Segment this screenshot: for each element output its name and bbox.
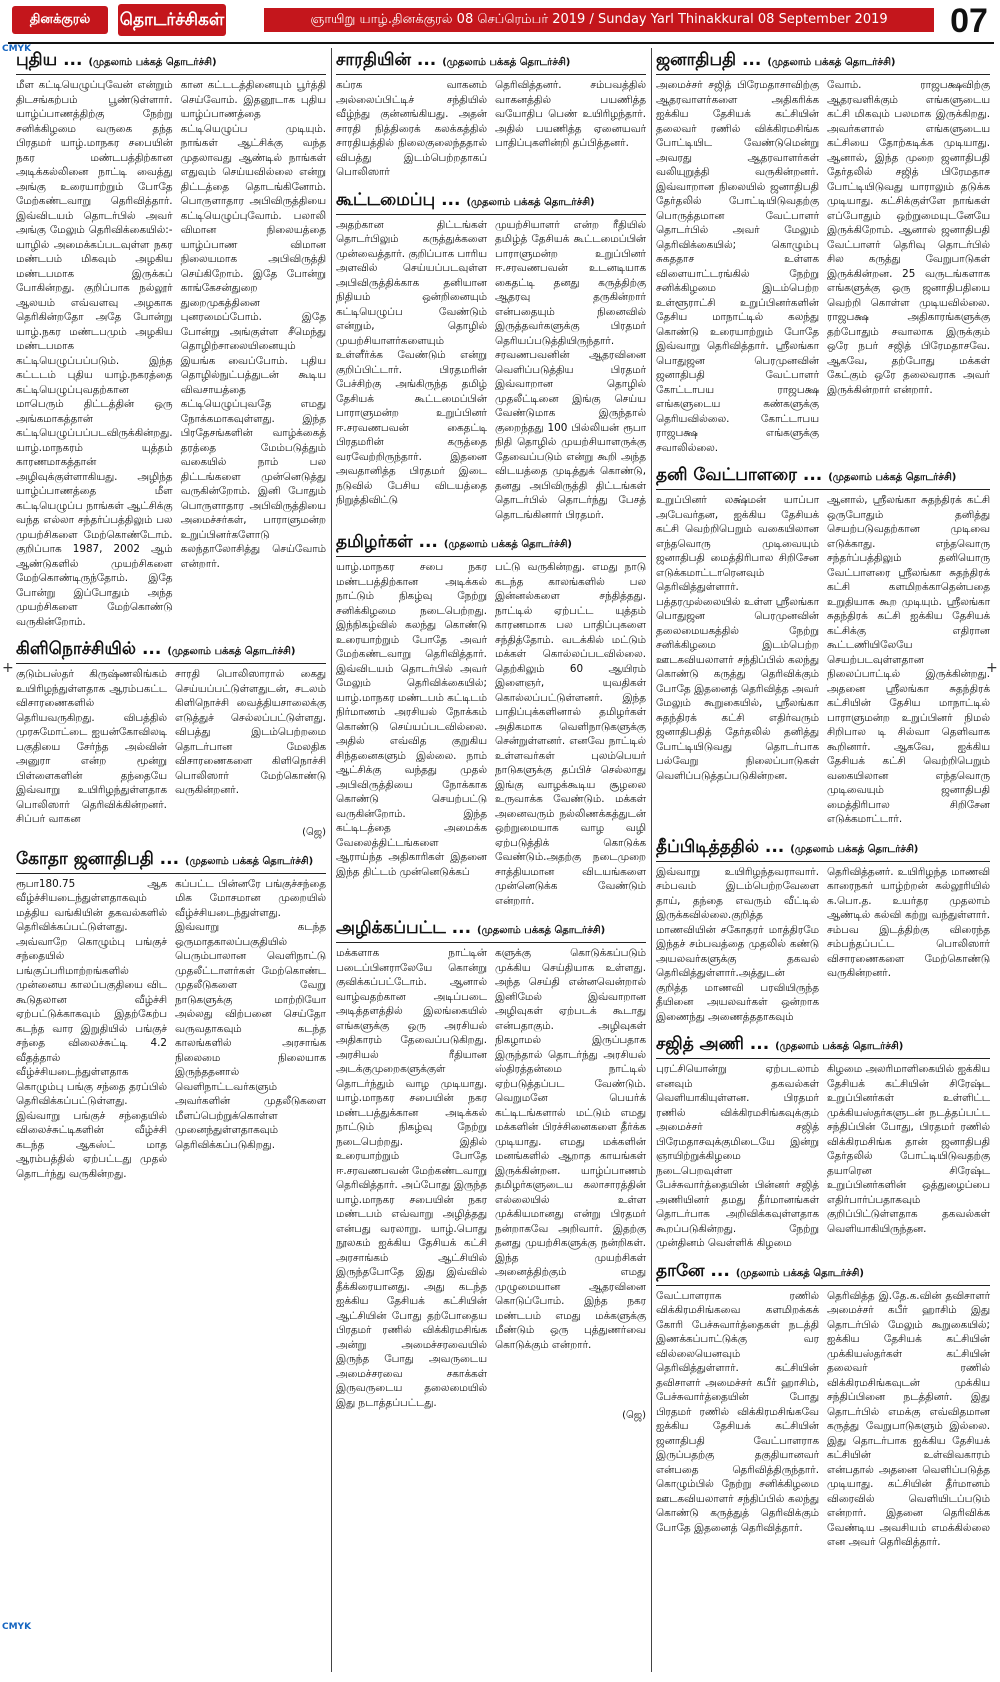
article-text-right: ஆனால், ஸ்ரீலங்கா சுதந்திரக் கட்சி ஒருபோதும் தனித்து செயற்படுவதற்கான முடிவை எடுக்காது. எந்தவொரு சந்தர்ப்பத்திலும் தனியொரு வேட்பாளரை ஸ்ரீலங்கா சுதந்திரக் கட்சி களமிறக்காதென்பதை உறுதியாக கூற முடியும். ஸ்ரீலங்கா சுதந்திரக் கட்சி ஐக்கிய தேசியக் கட்சிக்கு எதிரான கூட்டணியிலேயே செயற்படவுள்ளதான நிலைப்பாட்டில் இருக்கின்றது. அதனை ஸ்ரீலங்கா சுதந்திரக் கட்சியின் தேசிய மாநாட்டில் பாராளுமன்ற உறுப்பினர் நிமல் சிறிபால டி சில்வா தெளிவாக கூறினார். ஆகவே, ஐக்கிய தேசியக் கட்சி வெற்றிபெறும் வகையிலான எந்தவொரு முடிவையும் ஜனாதிபதி மைத்திரிபால சிறிசேன எடுக்கமாட்டார். — [827, 494, 990, 825]
article-body — [656, 1289, 990, 1550]
dateline: ஞாயிறு யாழ்.தினக்குரல் 08 செப்ரெம்பர் 2019 / Sunday Yarl Thinakkural 08 September 2019 — [264, 8, 934, 32]
article-text-right: கிழமை அலரிமாளிகையில் ஐக்கிய தேசியக் கட்சியின் சிரேஷ்ட உறுப்பினர்கள் உள்ளிட்ட முக்கியஸ்தர்களுடன் நடத்தப்பட்ட சந்திப்பின் போது, பிரதமர் ரணில் விக்கிரமசிங்க தான் ஜனாதிபதி தேர்தலில் போட்டியிடுவதற்கு தயாரென சிரேஷ்ட உறுப்பினர்களின் ஒத்துழைப்பை எதிர்பார்ப்பதாகவும் குறிப்பிட்டுள்ளதாக தகவல்கள் வெளியாகியிருந்தன. — [827, 1063, 990, 1235]
article-text-right: கப்பட்ட பின்னரே பங்குச்சந்தை மிக மோசமான முறையில் வீழ்ச்சியடைந்துள்ளது. இவ்வாறு கடந்த ஒருமாதகாலப்பகுதியில் பெரும்பாலான வெளிநாட்டு முதலீட்டாளர்கள் மேற்கொண்ட முதலீடுகளை வேறு நாடுகளுக்கு மாற்றியோ அல்லது விற்பனை செய்தோ வருவதாகவும் கடந்த காலங்களில் அரசாங்க நிலைமை நிலையாக இருந்ததனால் வெளிநாட்டவர்களும் அவர்களின் முதலீடுகளை மீளப்பெற்றுக்கொள்ள முனைந்துள்ளதாகவும் தெரிவிக்கப்படுகிறது. — [175, 877, 326, 1151]
article-header — [16, 847, 326, 874]
article-header — [16, 637, 326, 664]
article-text-left: குடும்பஸ்தர் கிருஷ்ணலிங்கம் உயிரிழந்துள்ளதாக ஆரம்பகட்ட விசாரணைகளில் தெரியவருகிறது. விபத்தில் முரசுமோட்டை ஐயன்கோவிலடி பகுதியை சேர்ந்த அல்வின் அனுரா என்ற மூன்று பிள்ளைகளின் தந்தையே இவ்வாறு உயிரிழந்துள்ளதாக பொலிஸார் தெரிவிக்கின்றனர். சிப்பர் வாகன — [16, 668, 167, 825]
article-header — [656, 1032, 990, 1059]
continuation-label: (முதலாம் பக்கத் தொடர்ச்சி) — [767, 57, 896, 68]
article-body — [16, 667, 326, 827]
article-title: தமிழர்கள் ... — [336, 532, 438, 552]
newspaper-logo: தினக்குரல் — [12, 6, 108, 34]
article-text-left: மீள கட்டியெழுப்புவேன் என்றும் திடசங்கற்பம் பூண்டுள்ளார். யாழ்ப்பாணத்திற்கு நேற்று சனிக்கிழமை வருகை தந்த பிரதமர் யாழ்.மாநகர சபையின் நகர மண்டபத்திற்கான அடிக்கல்லினை நாட்டி வைத்து அங்கு உரையாற்றும் போதே மேற்கண்டவாறு தெரிவித்தார். இவ்விடயம் தொடர்பில் அவர் அங்கு மேலும் தெரிவிக்கையில்:- யாழில் அமைக்கப்படவுள்ள நகர மண்டபம் மிகவும் அழகிய மண்டபமாக இருக்கப் போகின்றது. குறிப்பாக நல்லூர் ஆலயம் எவ்வளவு அழகாக தெரிகின்றதோ அதே போன்று யாழ்.நகர மண்டபமும் அழகிய மண்டபமாக கட்டியெழுப்பப்படும். இந்த கட்டடம் புதிய யாழ்.நகரத்தை கட்டியெழுப்புவதற்கான மாபெரும் திட்டத்தின் ஒரு அங்கமாகத்தான் கட்டியெழுப்பப்படவிருக்கின்றது. யாழ்.மாநகரம் யுத்தம் காரணமாகத்தான் அழிவுக்குள்ளாகியது. அழிந்த யாழ்ப்பாணத்தை மீள கட்டியெழுப்ப நாங்கள் ஆட்சிக்கு வந்த எல்லா சந்தர்ப்பத்திலும் பல முயற்சிகளை மேற்கொண்டோம். குறிப்பாக 1987, 2002 ஆம் ஆண்டுகளில் முயற்சிகளை மேற்கொண்டிருந்தோம். இதே போன்று இப்போதும் அந்த முயற்சிகளை மேற்கொண்டு வருகின்றோம். — [16, 79, 173, 628]
article — [16, 637, 326, 839]
column-3 — [656, 48, 990, 1672]
continuation-label: (முதலாம் பக்கத் தொடர்ச்சி) — [167, 646, 296, 657]
continuation-label: (முதலாம் பக்கத் தொடர்ச்சி) — [477, 925, 606, 936]
article-body — [336, 560, 646, 908]
article-body — [336, 218, 646, 523]
article — [16, 48, 326, 629]
article — [16, 847, 326, 1182]
article-header — [656, 835, 990, 862]
column-divider — [331, 48, 332, 1672]
article-text-right: வோம். ராஜபக்ஷவிற்கு ஆதரவளிக்கும் எங்களுடைய கட்சி மிகவும் பலமாக இருக்கிறது. அவர்களால் எங்களுடைய கட்சியை தோற்கடிக்க முடியாது. ஆனால், இந்த முறை ஜனாதிபதி தேர்தலில் சஜித் பிரேமதாச போட்டியிடுவது யாராலும் தடுக்க முடியாது. கட்சிக்குள்ளே நாங்கள் எப்போதும் ஒற்றுமையுடனேயே இருக்கிறோம். ஆனால் ஜனாதிபதி வேட்பாளர் தெரிவு தொடர்பில் சில கருத்து வேறுபாடுகள் இருக்கின்றன. 25 வருடங்களாக எங்களுக்கு ஒரு ஜனாதிபதியை வெற்றி கொள்ள முடியவில்லை. ராஜபக்ஷ அதிகாரங்களுக்கு தற்போதும் சவாலாக இருக்கும் ஒரே நபர் சஜித் பிரேமதாசவே. ஆகவே, தற்போது மக்கள் கேட்கும் ஒரே தலைவராக அவர் இருக்கின்றார் என்றார். — [827, 79, 990, 396]
continuation-label: (முதலாம் பக்கத் தொடர்ச்சி) — [185, 855, 314, 867]
article-title: சஜித் அணி ... — [656, 1034, 770, 1054]
article-text-left: யாழ்.மாநகர சபை நகர மண்டபத்திற்கான அடிக்கல் நாட்டும் நிகழ்வு நேற்று சனிக்கிழமை நடைபெற்றது. இந்நிகழ்வில் கலந்து கொண்டு உரையாற்றும் போதே அவர் மேற்கண்டவாறு தெரிவித்தார். இவ்விடயம் தொடர்பில் அவர் மேலும் தெரிவிக்கையில்; யாழ்.மாநகர மண்டபம் கட்டிடம் நிர்மாணம் அரசியல் நோக்கம் கொண்டு செய்யப்படவில்லை. அதில் எவ்வித குறுகிய சிந்தனைகளும் இல்லை. நாம் ஆட்சிக்கு வந்தது முதல் அபிவிருத்தியை நோக்காக கொண்டு செயற்பட்டு வருகின்றோம். இந்த கட்டிடத்தை அமைக்க வேலைத்திட்டங்களை ஆராய்ந்த அதிகாரிகள் இதனை இந்த திட்டம் முன்னெடுக்கப் — [336, 561, 487, 878]
article-text-left: இவ்வாறு உயிரிழந்தவராவார். சம்பவம் இடம்பெற்றவேளை தாய், தந்தை எவரும் வீட்டில் இருக்கவில்லை.குறித்த மாணவியின் சகோதரர் மாத்திரமே இந்தச் சம்பவத்தை முதலில் கண்டு அயலவர்களுக்கு தகவல் தெரிவித்துள்ளார்.அத்துடன் குறித்த மாணவி பரவியிருந்த தீயினை அயலவர்கள் ஒன்றாக இணைந்து அணைத்ததாகவும் — [656, 865, 819, 1023]
column-2 — [336, 48, 646, 1672]
section-title: தொடர்ச்சிகள் — [118, 4, 226, 36]
article-body — [656, 1062, 990, 1251]
article-body — [16, 877, 326, 1182]
article-header — [656, 1259, 990, 1286]
column-divider — [651, 48, 652, 1672]
article — [336, 916, 646, 1422]
article-text-right: களுக்கு கொடுக்கப்படும் முக்கிய செய்தியாக உள்ளது. அந்த செய்தி என்னவென்றால் இனிமேல் இவ்வாறான அழிவுகள் ஏற்படக் கூடாது என்பதாகும். அழிவுகள் நிகழாமல் இருப்பதாக இருந்தால் தொடர்ந்து அரசியல் ஸ்திரத்தன்மை நாட்டில் ஏற்படுத்தப்பட வேண்டும். வெறுமனே பெயர்க் கட்டிடங்களால் மட்டும் எமது மக்களின் பிரச்சினைகளை தீர்க்க முடியாது. எமது மக்களின் மனங்களில் ஆறாத காயங்கள் இருக்கின்றன. யாழ்ப்பாணம் தமிழர்களுடைய கலாசாரத்தின் எல்லையில் உள்ள முக்கியமானது என்று பிரதமர் நன்றாகவே அறிவார். இதற்கு தனது முயற்சிகளுக்கு நன்றிகள். இந்த முயற்சிகள் அனைத்திற்கும் எமது முழுமையான ஆதரவினை கொடுப்போம். இந்த நகர மண்டபம் எமது மக்களுக்கு மீண்டும் ஒரு புத்துணர்வை கொடுக்கும் என்றார். — [495, 947, 646, 1351]
article — [336, 48, 646, 180]
article-body — [16, 78, 326, 629]
article-body — [336, 946, 646, 1410]
article-text-right: தெரிவித்தனர். உயிரிழந்த மாணவி காரைநகர் யாழ்ற்றன் கல்லூரியில் க.பொ.த. உயர்தர முதலாம் ஆண்டில் கல்வி கற்று வந்துள்ளார். சம்பவ இடத்திற்கு விரைந்த சம்பந்தப்பட்ட பொலிஸார் விசாரணைகளை மேற்கொண்டு வருகின்றனர். — [827, 865, 990, 979]
article-title: தானே ... — [656, 1260, 730, 1281]
header-rule — [8, 42, 994, 44]
page-header — [0, 0, 1000, 44]
continuation-label: (முதலாம் பக்கத் தொடர்ச்சி) — [442, 57, 571, 68]
continuation-label: (முதலாம் பக்கத் தொடர்ச்சி) — [443, 539, 573, 550]
article-text-left: புரட்சியொன்று ஏற்படலாம் எனவும் தகவல்கள் வெளியாகியுள்ளன. பிரதமர் ரணில் விக்கிரமசிங்கவுக்கும் அமைச்சர் சஜித் பிரேமதாசவுக்குமிடையே இன்று ஞாயிற்றுக்கிழமை நடைபெறவுள்ள பேச்சுவார்த்தையின் பின்னர் சஜித் அணியினர் தமது தீர்மானங்கள் தொடர்பாக அறிவிக்கவுள்ளதாக கூறப்படுகின்றது. நேற்று முன்தினம் வெள்ளிக் கிழமை — [656, 1063, 819, 1249]
byline: (ஜெ) — [302, 826, 326, 838]
article-header — [336, 188, 646, 215]
article-text-left: கப்ரக வாகனம் அல்லைப்பிட்டிச் சந்தியில் வீழ்ந்து குன்னங்கியது. அதன் சாரதி நித்திரைக் கலக்கத்தில் சாரதியத்தில் நிலைகுலைந்ததால் விபத்து இடம்பெற்றதாகப் பொலிஸார் — [336, 79, 487, 178]
article — [336, 530, 646, 908]
article-header — [336, 916, 646, 943]
article-body — [656, 865, 990, 1025]
article-text-left: மக்களாக நாட்டின் படைப்பினராலேயே கொன்று குவிக்கப்பட்டோம். ஆனால் வாழ்வதற்கான அடிப்படை அடித்தளத்தில் இலங்கையில் எங்களுக்கு ஒரு அரசியல் அதிகாரம் தேவைப்படுகிறது. அரசியல் ரீதியான அடக்குமுறைகளுக்குள் தொடர்ந்தும் வாழ முடியாது. யாழ்.மாநகர சபையின் நகர மண்டபத்துக்கான அடிக்கல் நாட்டும் நிகழ்வு நேற்று நடைபெற்றது. இதில் உரையாற்றும் போதே ஈ.சரவணபவன் மேற்கண்டவாறு தெரிவித்தார். அப்போது இருந்த யாழ்.மாநகர சபையின் நகர மண்டபம் எவ்வாறு அழித்தது என்பது வரலாறு. யாழ்.பொது நூலகம் ஐக்கிய தேசியக் கட்சி அரசாங்கம் ஆட்சியில் இருந்தபோதே இது இவ்வில் தீக்கிரையானது. அது கடந்த ஐக்கிய தேசியக் கட்சியின் ஆட்சியின் போது தற்போதைய பிரதமர் ரணில் விக்கிரமசிங்க அன்று அமைச்சரவையில் இருந்த போது அவருடைய அமைச்சரவை சகாக்கள் இருவருடைய தலைமையில் இது நடாத்தப்பட்டது. — [336, 947, 487, 1409]
article-text-right: முயற்சியாளர் என்ற ரீதியில் தமிழ்த் தேசியக் கூட்டமைப்பின் பாராளுமன்ற உறுப்பினர் ஈ.சரவணபவன் உடனடியாக கைதட்டி தனது கருத்திற்கு ஆதரவு தருகின்றார் என்பதையும் நினைவில் இருத்தவர்களுக்கு பிரதமர் தெரியப்படுத்தியிருந்தார். சரவணபவனின் ஆதரவினை வெளிப்படுத்திய பிரதமர் இவ்வாறான தொழில் முதலீட்டினை இங்கு செய்ய வேண்டுமாக இருந்தால் குறைந்தது 100 பில்லியன் ரூபா நிதி தொழில் முயற்சியாளருக்கு தேவைப்படும் என்று கூறி அந்த விடயத்தை முடித்துக் கொண்டு, தனது அபிவிருத்தி திட்டங்கள் தொடர்பில் தொடர்ந்து பேசத் தொடங்கினார் பிரதமர். — [495, 218, 646, 521]
article-text-right: சாரதி பொலிஸாரால் கைது செய்யப்பட்டுள்ளதுடன், சடலம் கிளிநொச்சி வைத்தியசாலைக்கு எடுத்துச் செல்லப்பட்டுள்ளது. விபத்து இடம்பெற்றமை தொடர்பான மேலதிக விசாரணைகளை கிளிநொச்சி பொலிஸார் மேற்கொண்டு வருகின்றனர். — [175, 668, 326, 796]
article-body — [336, 78, 646, 180]
column-1 — [16, 48, 326, 1672]
article-text-left: அதற்கான திட்டங்கள் தொடர்பிலும் கருத்துக்களை முன்வைத்தார். குறிப்பாக பாரிய அளவில் செய்யப்படவுள்ள அபிவிருத்திக்காக தனியான நிதியம் ஒன்றினையும் கட்டியெழுப்ப வேண்டும் என்றும், தொழில் முயற்சியாளர்களையும் உள்ளீர்க்க வேண்டும் என்று குறிப்பிட்டார். பிரதமரின் பேச்சிற்கு அங்கிருந்த தமிழ் தேசியக் கூட்டமைப்பின் பாராளுமன்ற உறுப்பினர் ஈ.சரவணபவன் கைதட்டி பிரதமரின் கருத்தை வரவேற்றிருந்தார். இதனை அவதானித்த பிரதமர் இடை நடுவில் பேசிய விடயத்தை நிறுத்திவிட்டு — [336, 218, 487, 506]
continuation-label: (முதலாம் பக்கத் தொடர்ச்சி) — [88, 57, 217, 68]
article — [656, 835, 990, 1025]
article-header — [16, 48, 326, 75]
article-title: கோதா ஜனாதிபதி ... — [16, 848, 180, 869]
article — [656, 48, 990, 455]
article — [656, 463, 990, 827]
article-title: ஜனாதிபதி ... — [656, 50, 762, 70]
article — [336, 188, 646, 523]
registration-mark: + — [2, 660, 14, 676]
cmyk-mark-bottom: CMYK — [2, 1622, 32, 1632]
article-body — [656, 493, 990, 827]
article-header — [336, 48, 646, 75]
registration-mark: + — [986, 660, 998, 676]
article-text-left: ரூபா180.75 ஆக வீழ்ச்சியடைந்துள்ளதாகவும் மத்திய வங்கியின் தகவல்களில் தெரிவிக்கப்பட்டுள்ளது. அவ்வாறே கொழும்பு பங்குச் சந்தையில் பங்குப்பரிமாற்றங்களில் முன்னைய காலப்பகுதியை விட கூடுதலான வீழ்ச்சி ஏற்பட்டுக்காகவும் இதற்கேற்ப கடந்த வார இறுதியில் பங்குச் சந்தை விலைச்சுட்டி 4.2 வீதத்தால் வீழ்ச்சியடைந்துள்ளதாக கொழும்பு பங்கு சந்தை தரப்பில் தெரிவிக்கப்பட்டுள்ளது. இவ்வாறு பங்குச் சந்தையில் விலைச்சுட்டிகளின் வீழ்ச்சி கடந்த ஆகஸ்ட் மாத ஆரம்பத்தில் ஏற்பட்டது முதல் தொடர்ந்து வருகின்றது. — [16, 877, 167, 1180]
continuation-label: (முதலாம் பக்கத் தொடர்ச்சி) — [828, 472, 957, 483]
article — [656, 1259, 990, 1550]
article-title: புதிய ... — [16, 50, 83, 70]
page-number: 07 — [950, 2, 988, 40]
article-title: சாரதியின் ... — [336, 50, 437, 70]
article-header — [656, 48, 990, 75]
article-header — [656, 463, 990, 490]
article-text-left: உறுப்பினர் லக்ஷ்மன் யாப்பா அபேவர்தன, ஐக்கிய தேசியக் கட்சி வெற்றிபெறும் வகையிலான எந்தவொரு முடிவையும் ஜனாதிபதி மைத்திரிபால சிறிசேன எடுக்கமாட்டாரெனவும் தெரிவித்துள்ளார். பத்தரமுல்லையில் உள்ள ஸ்ரீலங்கா பொதுஜன பெரமுனவின் தலைமையகத்தில் நேற்று சனிக்கிழமை இடம்பெற்ற ஊடகவியலாளர் சந்திப்பில் கலந்து கொண்டு கருத்து தெரிவிக்கும் போதே இதனைத் தெரிவித்த அவர் மேலும் கூறுகையில், ஸ்ரீலங்கா சுதந்திரக் கட்சி எதிர்வரும் ஜனாதிபதித் தேர்தலில் தனித்து போட்டியிடுவது தொடர்பாக பல்வேறு நிலைப்பாடுகள் வெளிப்படுத்தப்படுகின்றன. — [656, 494, 819, 782]
article-title: தனி வேட்பாளரை ... — [656, 465, 823, 485]
article-text-right: கான கட்டடத்தினையும் பூர்த்தி செய்வோம். இதனூடாக புதிய யாழ்ப்பாணத்தை கட்டியெழுப்ப முடியும். நாங்கள் ஆட்சிக்கு வந்த முதலாவது ஆண்டில் நாங்கள் எதுவும் செய்யவில்லை என்று திட்டத்தை தொடங்கினோம். பொருளாதார அபிவிருத்தியை கட்டியெழுப்புவோம். பலாலி விமான நிலையத்தை யாழ்ப்பாண விமான நிலையமாக அபிவிருத்தி செய்கிறோம். இதே போன்று காங்கேசன்துறை துறைமுகத்தினை புனரமைப்போம். இதே போன்று அங்குள்ள சீமெந்து தொழிற்சாலையினையும் இயங்க வைப்போம். புதிய தொழில்நுட்பத்துடன் கூடிய விவசாயத்தை கட்டியெழுப்புவதே எமது நோக்கமாகவுள்ளது. இந்த பிரதேசங்களின் வாழ்க்கைத் தரத்தை மேம்படுத்தும் வகையில் நாம் பல திட்டங்களை முன்னெடுத்து வருகின்றோம். இனி போதும் பொருளாதார அபிவிருத்தியை அமைச்சர்கள், பாராளுமன்ற உறுப்பினர்களோடு கலந்தாலோசித்து செய்வோம் என்றார். — [180, 79, 326, 570]
article — [656, 1032, 990, 1251]
continuation-label: (முதலாம் பக்கத் தொடர்ச்சி) — [735, 1267, 864, 1279]
article-text-right: தெரிவித்தனர். சம்பவத்தில் வாகனத்தில் பயணித்த வயோதிப பெண் உயிரிழந்தார். அதில் பயணித்த ஏனையவர் பாதிப்புகளின்றி தப்பித்தனர். — [495, 79, 646, 149]
article-header — [336, 530, 646, 557]
byline: (ஜெ) — [622, 1410, 646, 1421]
article-title: தீப்பிடித்ததில் ... — [656, 836, 785, 857]
continuation-label: (முதலாம் பக்கத் தொடர்ச்சி) — [775, 1041, 904, 1052]
article-text-right: தெரிவித்த இ.தே.க.வின் தவிசாளர் அமைச்சர் கபீர் ஹாசிம் இது தொடர்பில் மேலும் கூறுகையில்; ஐக்கிய தேசியக் கட்சியின் முக்கியஸ்தர்கள் கட்சியின் தலைவர் ரணில் விக்கிரமசிங்கவுடன் முக்கிய சந்திப்பினை நடத்தினர். இது தொடர்பில் எமக்கு எவ்விதமான கருத்து வேறுபாடுகளும் இல்லை. இது தொடர்பாக ஐக்கிய தேசியக் கட்சியின் உள்விவகாரம் என்பதால் அதனை வெளிப்படுத்த முடியாது. கட்சியின் தீர்மானம் விரைவில் வெளியிடப்படும் என்றார். இதனை தெரிவிக்க வேண்டிய அவசியம் எமக்கில்லை என அவர் தெரிவித்தார். — [827, 1289, 990, 1548]
article-text-right: பட்டு வருகின்றது. எமது நாடு கடந்த காலங்களில் பல இன்னல்களை சந்தித்தது. நாட்டில் ஏற்பட்ட யுத்தம் காரணமாக பல பாதிப்புகளை சந்தித்தோம். வடக்கில் மட்டும் மக்கள் கொல்லப்படவில்லை. தெற்கிலும் 60 ஆயிரம் இளைஞர், யுவதிகள் கொல்லப்பட்டுள்ளனர். இந்த பாதிப்புக்களினால் தமிழர்கள் அதிகமாக வெளிநாடுகளுக்கு சென்றுள்ளனர். எனவே நாட்டில் உள்ளவர்கள் புலம்பெயர் நாடுகளுக்கு தப்பிச் செல்லாது இங்கு வாழக்கூடிய சூழலை உருவாக்க வேண்டும். மக்கள் அனைவரும் நல்லிணக்கத்துடன் ஒற்றுமையாக வாழ வழி ஏற்படுத்திக் கொடுக்க வேண்டும்.அதற்கு நடைமுறை சாத்தியமான விடயங்களை முன்னெடுக்க வேண்டும் என்றார். — [495, 561, 646, 907]
article-body — [656, 78, 990, 455]
article-title: கிளிநொச்சியில் ... — [16, 639, 162, 659]
article-title: கூட்டமைப்பு ... — [336, 189, 461, 210]
continuation-label: (முதலாம் பக்கத் தொடர்ச்சி) — [790, 843, 919, 855]
article-text-left: வேட்பாளராக ரணில் விக்கிரமசிங்கவை களமிறக்கக் கோரி பேச்சுவார்த்தைகள் நடத்தி இணக்கப்பாட்டுக்கு வர வில்லையெனவும் தெரிவித்துள்ளார். கட்சியின் தவிசாளர் அமைச்சர் கபீர் ஹாசிம், பேச்சுவார்த்தையின் போது பிரதமர் ரணில் விக்கிரமசிங்கவே ஐக்கிய தேசியக் கட்சியின் ஜனாதிபதி வேட்பாளராக இருப்பதற்கு தகுதியானவர் என்பதை தெரிவித்திருந்தார். கொழும்பில் நேற்று சனிக்கிழமை ஊடகவியலாளர் சந்திப்பில் கலந்து கொண்டு கருத்துத் தெரிவிக்கும் போதே இதனைத் தெரிவித்தார். — [656, 1289, 819, 1534]
article-title: அழிக்கப்பட்ட ... — [336, 918, 472, 938]
cmyk-mark-top: CMYK — [2, 44, 32, 54]
continuation-label: (முதலாம் பக்கத் தொடர்ச்சி) — [466, 196, 595, 208]
article-text-left: அமைச்சர் சஜித் பிரேமதாசாவிற்கு ஆதரவாளர்களை அதிகரிக்க ஐக்கிய தேசியக் கட்சியின் தலைவர் ரணில் விக்கிரமசிங்க போட்டியிட வேண்டுமென்று அவரது ஆதரவாளர்கள் வலியுறுத்தி வருகின்றனர். இவ்வாறான நிலையில் ஜனாதிபதி தேர்தலில் போட்டியிடுவதற்கு பொருத்தமான வேட்பாளர் தொடர்பில் அவர் மேலும் தெரிவிக்கையில்; கொழும்பு சுகததாச உள்ளக விளையாட்டரங்கில் நேற்று சனிக்கிழமை இடம்பெற்ற உள்ளூராட்சி உறுப்பினர்களின் தேசிய மாநாட்டில் கலந்து கொண்டு உரையாற்றும் போதே இவ்வாறு தெரிவித்தார். ஸ்ரீலங்கா பொதுஜன பெரமுனவின் ஜனாதிபதி வேட்பாளர் கோட்டாபய ராஜபக்ஷ எங்களுடைய கண்களுக்கு தெரியவில்லை. கோட்டாபய ராஜபக்ஷ எங்களுக்கு சவாலில்லை. — [656, 79, 819, 454]
